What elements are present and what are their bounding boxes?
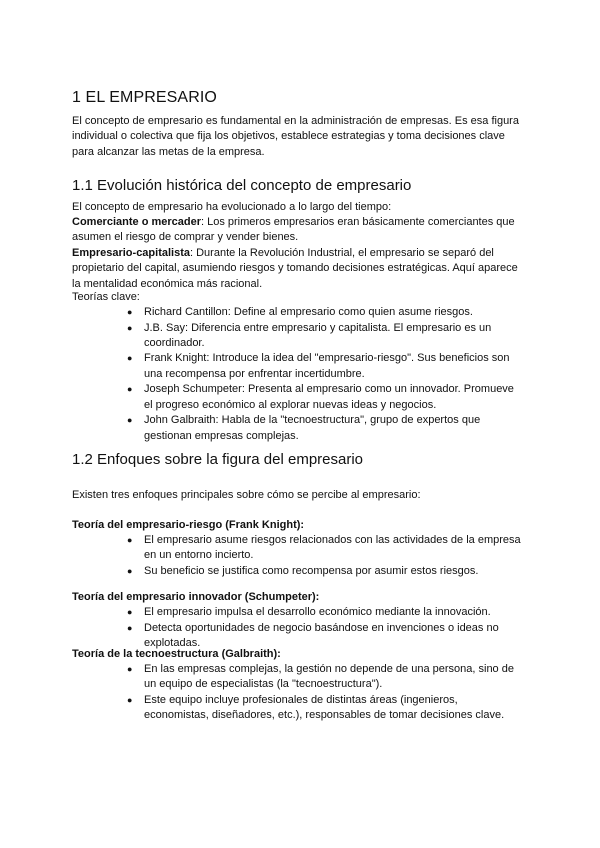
approach-innovator-list	[72, 605, 528, 651]
list-item: ● Joseph Schumpeter: Presenta al empresario como un innovador. Promueve el progreso económico al explorar nuevas ideas y negocios.	[127, 383, 514, 411]
list-item: ● Este equipo incluye profesionales de distintas áreas (ingenieros, economistas, diseñadores, etc.), responsables de tomar decisiones clave.	[127, 693, 505, 722]
bullet-icon: ●	[127, 622, 133, 633]
approaches-intro: Existen tres enfoques principales sobre cómo se percibe al empresario:	[72, 489, 421, 501]
list-item: ● John Galbraith: Habla de la "tecnoestructura", grupo de expertos que gestionan empresas complejas.	[127, 414, 481, 442]
stage-capitalist	[72, 246, 528, 292]
stage-merchant-text: : Los primeros empresarios eran básicamente comerciantes que asumen el riesgo de comprar y vender bienes.	[72, 216, 515, 244]
page-title: 1 EL EMPRESARIO	[72, 89, 217, 106]
list-item: ● J.B. Say: Diferencia entre empresario y capitalista. El empresario es un coordinador.	[127, 321, 492, 349]
list-item: ● El empresario asume riesgos relacionados con las actividades de la empresa en un entorno incierto.	[127, 534, 521, 562]
approach-risk-list	[72, 533, 528, 579]
list-item: ● Detecta oportunidades de negocio basándose en invenciones o ideas no explotadas.	[127, 621, 499, 649]
bullet-icon: ●	[127, 535, 133, 545]
theories-label: Teorías clave:	[72, 291, 140, 303]
approach-risk-title: Teoría del empresario-riesgo (Frank Knight):	[72, 519, 305, 531]
section-heading-approaches: 1.2 Enfoques sobre la figura del empresario	[72, 451, 364, 468]
bullet-icon: ●	[127, 694, 133, 705]
bullet-icon: ●	[127, 322, 133, 333]
bullet-icon: ●	[127, 607, 133, 617]
intro-paragraph: El concepto de empresario es fundamental en la administración de empresas. Es esa figura individual o colectiva que fija los objetivos, establece estrategias y toma decisiones clave para alcanzar las metas de la empresa.	[72, 115, 519, 158]
list-item: ● En las empresas complejas, la gestión no depende de una persona, sino de un equipo de especialistas (la "tecnoestructura").	[127, 663, 514, 691]
evolution-intro: El concepto de empresario ha evolucionado a lo largo del tiempo:	[72, 201, 392, 213]
theories-list	[72, 305, 528, 444]
list-item: ● El empresario impulsa el desarrollo económico mediante la innovación.	[72, 605, 528, 620]
approach-innovator-title: Teoría del empresario innovador (Schumpeter):	[72, 591, 320, 603]
stage-capitalist-text: : Durante la Revolución Industrial, el empresario se separó del propietario del capital, asumiendo riesgos y tomando decisiones estratégicas. Aquí aparece la mentalidad económica más racional.	[72, 247, 518, 290]
bullet-icon: ●	[127, 664, 133, 674]
bullet-icon: ●	[127, 384, 133, 395]
list-item: ● Frank Knight: Introduce la idea del "empresario-riesgo". Sus beneficios son una recompensa por enfrentar incertidumbre.	[127, 352, 510, 380]
stage-merchant-term: Comerciante o mercader	[72, 216, 201, 228]
bullet-icon: ●	[127, 307, 133, 317]
bullet-icon: ●	[127, 415, 133, 426]
stage-capitalist-term: Empresario-capitalista	[72, 247, 190, 259]
bullet-icon: ●	[127, 353, 133, 364]
approach-technostructure-list	[72, 662, 528, 724]
bullet-icon: ●	[127, 565, 133, 576]
list-item: ● Richard Cantillon: Define al empresario como quien asume riesgos.	[72, 305, 528, 320]
section-heading-evolution: 1.1 Evolución histórica del concepto de empresario	[72, 177, 412, 194]
stage-merchant	[72, 215, 528, 246]
list-item: ● Su beneficio se justifica como recompensa por asumir estos riesgos.	[72, 564, 528, 579]
approach-technostructure-title: Teoría de la tecnoestructura (Galbraith):	[72, 648, 281, 660]
